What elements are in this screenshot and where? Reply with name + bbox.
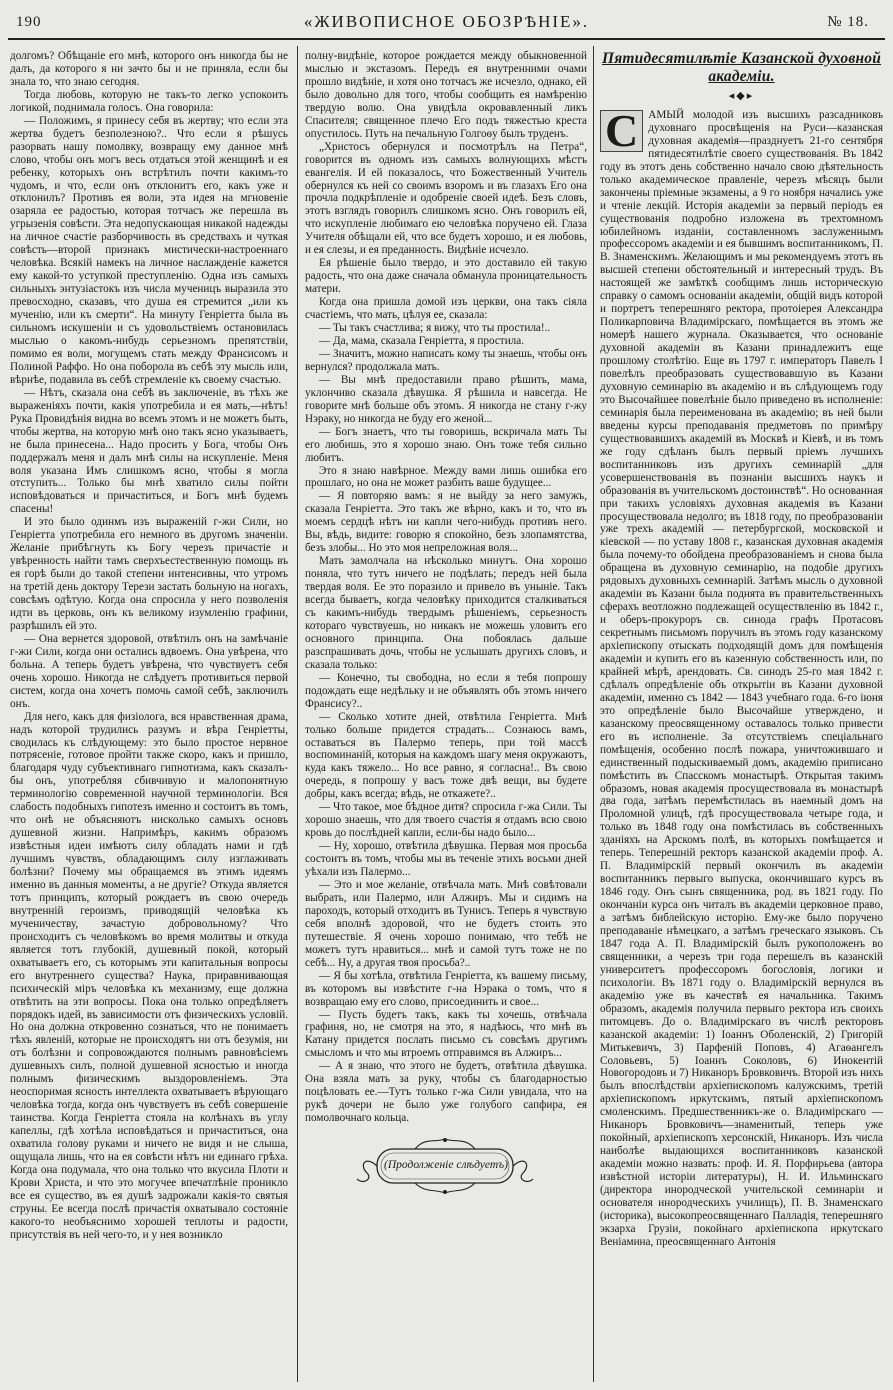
header-rule xyxy=(8,38,885,40)
article-body xyxy=(600,104,883,1249)
page-header xyxy=(10,12,883,34)
paragraph: — Я бы хотѣла, отвѣтила Генріетта, къ вашему письму, въ которомъ вы извѣстите г-на Нэрака о томъ, что я возвращаю ему его слово, присоединить и свое... xyxy=(305,969,587,1008)
ornament-icon: ◂◆▸ xyxy=(728,90,755,102)
paragraph: — Что такое, мое бѣдное дитя? спросила г-жа Сили. Ты хорошо знаешь, что для твоего счастія я отдамъ всю свою кровь до послѣдней капли, если-бы надо было... xyxy=(305,801,587,840)
paragraph: Ея рѣшеніе было твердо, и это доставило ей такую радость, что она даже сначала обманула проницательность матери. xyxy=(305,257,587,296)
page-number: 190 xyxy=(16,14,42,30)
continued-label: (Продолженіе слѣдуетъ) xyxy=(384,1159,508,1172)
paragraph: — Положимъ, я принесу себя въ жертву; что если эта жертва будетъ безполезною?.. Что если я рѣшусь разорвать нашу помолвку, возвращу ему данное мнѣ слово, чтобы онъ могъ весь отдаться этой женщинѣ и ея ребенку, которыхъ онъ встрѣтилъ почти какимъ-то чудомъ, и что, если онъ отклонитъ его, какъ уже и отклонилъ? Противъ ея воли, эта идея на мгновеніе озаряла ее радостью, которая тотчасъ же перешла въ угрызенія совѣсти. Эта недопускающая никакой надежды на личное счастіе разборчивость въ средствахъ и чуткая совѣсть—второй признакъ мистически-настроеннаго человѣка. Всякій намекъ на личное наслажденіе кажется ему какой-то уступкой преступленію. Одна изъ самыхъ сильныхъ энтузіастокъ изъ числа мученицъ выразила это превосходно, сказавъ, что душа ея стремится „или къ мученію, или къ смерти“. На минуту Генріетта была въ сильномъ искушеніи и съ удовольствіемъ остановилась мыслью о какомъ-нибудь серьезномъ препятствіи, помимо ея воли, могущемъ стать между Франсисомъ и Полиной Раффо. Но она поборола въ себѣ эту мысль или, вѣрнѣе, подавила въ себѣ стремленіе къ своему счастью. xyxy=(10,114,288,386)
paragraph: Это я знаю навѣрное. Между вами лишь ошибка его прошлаго, но она не может разбить ваше будущее... xyxy=(305,464,587,490)
paragraph: — Значитъ, можно написать кому ты знаешь, чтобы онъ вернулся? продолжала мать. xyxy=(305,347,587,373)
paragraph: Тогда любовь, которую не такъ-то легко успокоить логикой, поднимала голосъ. Она говорила: xyxy=(10,88,288,114)
paragraph: И это было одинмъ изъ выраженій г-жи Сили, но Генріетта употребила его немного въ другомъ значеніи. Желаніе прибѣгнуть къ Богу черезъ причастіе и увѣренность найти тамъ сверхъестественную помощь въ ея горѣ были до такой степени интенсивны, что утромъ на третій день доктору Терези застать больную на ногахъ, совсѣмъ одѣтую. Когда она спросила у него позволенія идти въ церковь, онъ къ великому изумленію графини, разрѣшилъ ей это. xyxy=(10,516,288,632)
paragraph: АМЫЙ молодой изъ высшихъ разсадниковъ духовнаго просвѣщенія на Руси—казанская духовная академія—празднуетъ 21-го сентября пятидесятилѣтіе своего существованія. Въ 1842 году въ этотъ день собственно начало свою дѣятельность только академическое правленіе, черезъ мѣсяцъ были закончены пріемные экзамены, а 9 го ноября начались уже и чтеніе лекцій. Исторія академіи за первый періодъ ея существованія подробно изложена въ трехтомномъ юбилейномъ изданіи, составленномъ заслуженнымъ профессоромъ академіи и ея бывшимъ воспитанникомъ, П. В. Знаменскимъ. Желающимъ и мы рекомендуемъ этотъ въ высшей степени обстоятельный и интересный трудъ. Въ настоящей же замѣткѣ сообщимъ лишь историческую справку о самомъ основаніи академіи, общій видъ которой и портретъ теперешняго ректора, протоіерея Александра Поликарповича Владимірскаго, помѣщается въ этомъ же номерѣ нашего журнала. Оказывается, что основаніе духовной академіи въ Казани принадлежитъ еще прошлому столѣтію. Еще въ 1797 г. императоръ Павелъ I повелѣлъ преобразовать существовавшую въ Казани духовную семинарію въ академію и въ слѣдующемъ году это Высочайшее повелѣніе было приведено въ исполненіе: семинарія была переименована въ академію; въ ней были введены курсы преподаванія предметовъ по примѣру существовавшихъ академій въ Москвѣ и Кіевѣ, и въ томъ же году сдѣланъ былъ первый пріемъ лучшихъ воспитанниковъ изъ другихъ семинарій „для усовершенствованія въ познаніи высшихъ наукъ и образованія въ учительскомъ достоинствѣ“. Но основанная при такихъ условіяхъ духовная академія въ Казани просуществовала недолго; въ 1818 году, по преобразованіи уже трехъ академій — петербургской, московской и кіевской — по уставу 1808 г., казанская духовная академія была почему-то обойдена преобразованіемъ и снова была обращена въ духовную семинарію, на подобіе другихъ рядовыхъ духовныхъ семинарій. Затѣмъ мысль о духовной академіи въ Казани была поднята въ правительственныхъ сферахъ веотложно подлежащей осуществленію въ 1842 г., и оберъ-прокуроръ св. синода графъ Протасовъ секретнымъ письмомъ поручилъ въ этомъ году казанскому архіепископу отыскать подходящій домъ для помѣщенія академіи и купить его въ казенную собственность или, по крайней мѣрѣ, арендовать. Св. синодъ 25-го мая 1842 г. сдѣлалъ опредѣленіе объ открытіи въ Казани духовной академіи, именно съ 1842 — 1843 учебнаго года. 6-го іюня это опредѣленіе было Высочайше утверждено, и казанскому преосвященному оставалось только привести его въ исполненіе. За отсутствіемъ спеціальнаго помѣщенія, особенно послѣ пожара, уничтожившаго и единственный подыскиваемый домъ, академію приписано помѣстить въ Спасскомъ монастырѣ. Открытая такимъ образомъ, новая академія просуществовала въ монастырѣ два года, затѣмъ перемѣстилась въ наемный домъ на Проломной улицѣ, гдѣ просуществовала четыре года, и только въ 1848 году она помѣстилась въ собственныхъ зданіяхъ на Арскомъ полѣ, въ которыхъ помѣщается и теперь. Теперешній ректоръ казанской академіи проф. А. П. Владимірскій первый окончилъ въ академіи воспитанникъ первыго выпуска, окончившаго курсъ въ 1846 году. Онъ сынъ священника, род. въ 1821 году. По окончаніи курса онъ читалъ въ академіи церковное право, а затѣмъ библейскую исторію. Ему-же было поручено преподаваніе нѣмецкаго, а затѣмъ греческаго языковъ. Съ 1847 года А. П. Владимірскій былъ рукоположенъ во священники, а черезъ три года перешелъ въ казанскій университетъ профессоромъ богословія, логики и психологіи. Въ 1871 году о. Владимірскій вернулся въ академію уже въ качествѣ ея начальника. Такимъ образомъ, академія получила первыго ректора изъ своихъ питомцевъ. До о. Владимірскаго въ числѣ ректоровъ казанской академіи: 1) Іоаннъ Оболенскій, 2) Григорій Митькевичъ, 3) Парфеній Поповъ, 4) Агаѳангелъ Соловьевъ, 5) Іоаннъ Соколовъ, 6) Инокентій Новогородовъ и 7) Никаноръ Бровковичъ. Второй изъ нихъ былъ впослѣдствіи архіепископомъ калужскимъ, третій архіепископомъ иркутскимъ, пятый архіепископомъ смоленскимъ. Предшественникъ-же о. Владимірскаго — Никаноръ Бровковичъ—знаменитый, теперь уже покойный, архіепископъ херсонскій, Никаноръ. Изъ числа наиболѣе выдающихся воспитанниковъ казанской академіи можно назвать: проф. И. Я. Порфирьева (автора извѣстной исторіи литературы), Н. И. Ильминскаго (директора инородческой учительской семинаріи и основателя инородческихъ училищъ), П. В. Знаменскаго (историка), высокопреосвященнаго Палладія, теперешняго экзарха Грузіи, покойнаго архіепископа иркутскаго Веніамина, преосвященнаго Антонія xyxy=(600,108,883,1248)
column-divider xyxy=(297,46,298,1382)
column-2 xyxy=(305,50,587,1203)
paragraph: — Сколько хотите дней, отвѣтила Генріетта. Мнѣ только больше придется страдать... Сознаюсь вамъ, оставаться въ Палермо теперь, при той массѣ воспоминаній, которыя на каждомъ шагу меня окружаютъ, куда какъ тяжело... Но все равно, я согласна!.. Въ свою очередь, я попрошу у васъ тоже двѣ вещи, вы будете добры, какъ всегда; вѣдь, не откажете?.. xyxy=(305,710,587,801)
article-title: Пятидесятилѣтіе Казанской духовной академіи. xyxy=(601,50,882,85)
paragraph: — Нѣтъ, сказала она себѣ въ заключеніе, въ тѣхъ же выраженіяхъ почти, какія употребила и ея мать,—нѣтъ! Рука Провидѣнія видна во всемъ этомъ и не можетъ быть, чтобы жертва, на которую мнѣ оно такъ ясно указываетъ, не была принесена... Надо просить у Бога, чтобы Онъ поддержалъ меня и далъ мнѣ силы на искупленіе. Меня воля указана Имъ слишкомъ ясно, чтобы я могла отступить... Только бы мнѣ хватило силы пойти исповѣдоваться и причаститься, и Богъ мнѣ будемъ спасены! xyxy=(10,386,288,516)
paragraph: — Конечно, ты свободна, но если я тебя попрошу подождать еще недѣльку и не объявлять объ этомъ ничего Франсису?.. xyxy=(305,671,587,710)
paragraph: — А я знаю, что этого не будетъ, отвѣтила дѣвушка. Она взяла мать за руку, чтобы съ благодарностью поцѣловать ее.—Тутъ только г-жа Сили увидала, что на рукѣ дочери не было уже голубого сапфира, ея помолвочнаго кольца. xyxy=(305,1060,587,1125)
paragraph: Мать замолчала на нѣсколько минутъ. Она хорошо поняла, что тутъ ничего не подѣлать; передъ ней была твердая воля. Ее это поразило и привело въ уныніе. Такъ всегда бываетъ, когда человѣку приходится сталкиваться съ какимъ-нибудь твердымъ рѣшеніемъ, серьезность котораго чувствуешь, но никакъ не можешь уловить его основного принципа. Она побоялась дальше разспрашивать дочь, чтобы не услышать другихъ словъ, и сказала только: xyxy=(305,555,587,671)
paragraph: — Она вернется здоровой, отвѣтилъ онъ на замѣчаніе г-жи Сили, когда они остались вдвоемъ. Она увѣрена, что больна. А теперь будетъ увѣрена, что чувствуетъ себя очень хорошо. Никогда не слѣдуетъ противиться первой систем, когда она хочетъ помочь самой себѣ, заключилъ онъ. xyxy=(10,632,288,710)
paragraph: Когда она пришла домой изъ церкви, она такъ сіяла счастіемъ, что мать, цѣлуя ее, сказала: xyxy=(305,296,587,322)
paragraph: — Пусть будетъ такъ, какъ ты хочешь, отвѣчала графиня, но, не смотря на это, я надѣюсь, что мнѣ въ Катану придется послать письмо съ совсѣмъ другимъ смысломъ и что мы втроемъ отправимся въ Алжиръ... xyxy=(305,1008,587,1060)
paragraph: — Ну, хорошо, отвѣтила дѣвушка. Первая моя просьба состоитъ въ томъ, чтобы мы въ теченіе этихъ восьми дней уѣхали изъ Палермо... xyxy=(305,840,587,879)
paragraph: долгомъ? Обѣщаніе его мнѣ, которого онъ никогда бы не далъ, да которого я ни зачто бы и не приняла, если бы знала то, что знаю сегодня. xyxy=(10,50,288,88)
paragraph: Для него, какъ для физіолога, вся нравственная драма, надъ которой трудились разумъ и вѣра Генріетты, сводилась къ слѣдующему: это было простое нервное потрясеніе, готовое пройти также скоро, какъ и пришло, благодаря чуду субъективнаго гипнотизма, какъ сказалъ-бы онъ, употребляя сбивчивую и малопонятную терминологію современной научной терминологіи. Вся слабость подобныхъ гипотезъ именно и состоитъ въ томъ, что онѣ не объясняютъ нисколько самыхъ основъ душевной жизни. Напримѣръ, какимъ образомъ извѣстныя идеи имѣютъ силу обладать нами и гдѣ лучшимъ чувствъ, обладающимъ силу изглаживать болѣзни? Почему мы обращаемся въ этимъ идеямъ именно въ данныя моменты, а не другіе? Откуда является тотъ принципъ, который рождаетъ въ свою очередь внутренній героизмъ, приводящій человѣка къ мученичеству, зачастую добровольному? Что происходитъ съ человѣкомъ во время молитвы и откуда является тотъ глубокій, душевный покой, который охватываетъ его, съ которымъ эти капитальныя вопросы его внутреннего существа? Наука, приравнивающая психическій міръ человѣка къ механизму, еще должна отвѣтить на эти вопросы. Пока она только опредѣляетъ порядокъ идей, въ зависимости отъ физическихъ условій. Но она должна откровенно сознаться, что не понимаетъ тѣхъ явленій, которые не происходятъ ни отъ безумія, ни отъ болѣзни и сопровождаются полнымъ равновѣсіемъ душевныхъ силъ, полной душевной ясностью и иногда полнымъ физическимъ выздоровленіемъ. Эта неоспоримая ясность интеллекта охватываетъ вѣрующаго человѣка тогда, когда онъ чувствуетъ въ себѣ совершеніе таинства. Когда Генріетта стояла на колѣнахъ въ углу капеллы, гдѣ хотѣла исповѣдаться и причаститься, она охватила голову руками и ничего не видя и не слыша, ощущала лишь, что на ея совѣсти нѣтъ ни единаго грѣха. Когда она подумала, что она только что вкусила Плоти и Крови Христа, и что это могучее впечатлѣніе проникло все ея существо, въ ея душѣ задрожали какія-то святыя струны. Ее всегда послѣ причастія охватывало состояніе какого-то необъяснимо хорошей теплоты и радости, присутствія въ ней чего-то, и у нея возникло xyxy=(10,710,288,1241)
column-1 xyxy=(10,50,288,1242)
paragraph: — Вы мнѣ предоставили право рѣшить, мама, уклончиво сказала дѣвушка. Я рѣшила и навсегда. Не говорите мнѣ больше объ этомъ. Я никогда не стану г-жу Нэраку, но никогда не буду его женой... xyxy=(305,373,587,425)
paragraph: — Да, мама, сказала Генріетта, я простила. xyxy=(319,334,525,347)
continued-ornament xyxy=(305,1133,587,1203)
journal-title: «ЖИВОПИСНОЕ ОБОЗРѢНІЕ». xyxy=(303,12,590,31)
column-divider xyxy=(593,46,594,1382)
paragraph: полну-видѣніе, которое рождается между обыкновенной мыслью и экстазомъ. Передъ ея внутренними очами прошло видѣніе, и хотя оно тотчасъ же исчезло, однако, ей было довольно для того, чтобы сообщить ея намѣренію твердую волю. Она увидѣла окровавленный ликъ Спасителя; священное плечо Его подъ тяжестью креста опустилось. Путь на печальную Голгоѳу былъ труденъ. xyxy=(305,50,587,140)
paragraph: — Я повторяю вамъ: я не выйду за него замужъ, сказала Генріетта. Это такъ же вѣрно, какъ и то, что въ моемъ сердцѣ нѣтъ ни капли чего-нибудь противъ него. Вы, вѣдь, видите: говорю я спокойно, безъ злопамятства, безъ злобы... Но это моя непреложная воля... xyxy=(305,490,587,555)
paragraph: — Богъ знаетъ, что ты говоришь, вскричала мать Ты его любишь, это я хорошо знаю. Онъ тоже тебя сильно любитъ. xyxy=(305,425,587,464)
paragraph: „Христосъ обернулся и посмотрѣлъ на Петра“, говорится въ одномъ изъ самыхъ волнующихъ мѣстъ евангелія. И ей показалось, что Божественный Учитель обернулся къ ней со своимъ взоромъ и въ глазахъ Его она прочла подкрѣпленіе и одобреніе своей идеѣ. Безъ словъ, этотъ взглядъ говорилъ слишкомъ ясно. Онъ говорилъ ей, что искупленіе любимаго ею человѣка поручено ей. Глаза Учителя обѣщали ей, что все будетъ хорошо, и ея любовь, и ея слезы, и ея преданность. Видѣніе исчезло. xyxy=(305,140,587,257)
drop-cap: С xyxy=(600,110,643,152)
paragraph: — Ты такъ счастлива; я вижу, что ты простила!.. xyxy=(319,322,551,335)
paragraph: — Это и мое желаніе, отвѣчала мать. Мнѣ совѣтовали выбрать, или Палермо, или Алжиръ. Мы и сидимъ на пароходъ, который отходитъ въ Тунисъ. Теперь я чувствую себя вполнѣ здоровой, что не будетъ стоить это путешествіе. Я очень хорошо понимаю, что тебѣ не можетъ тутъ нравиться... мнѣ и самой тутъ тоже не по себѣ... Ну, а другая твоя просьба?.. xyxy=(305,879,587,969)
column-3 xyxy=(600,50,883,1249)
issue-number: № 18. xyxy=(827,14,869,30)
